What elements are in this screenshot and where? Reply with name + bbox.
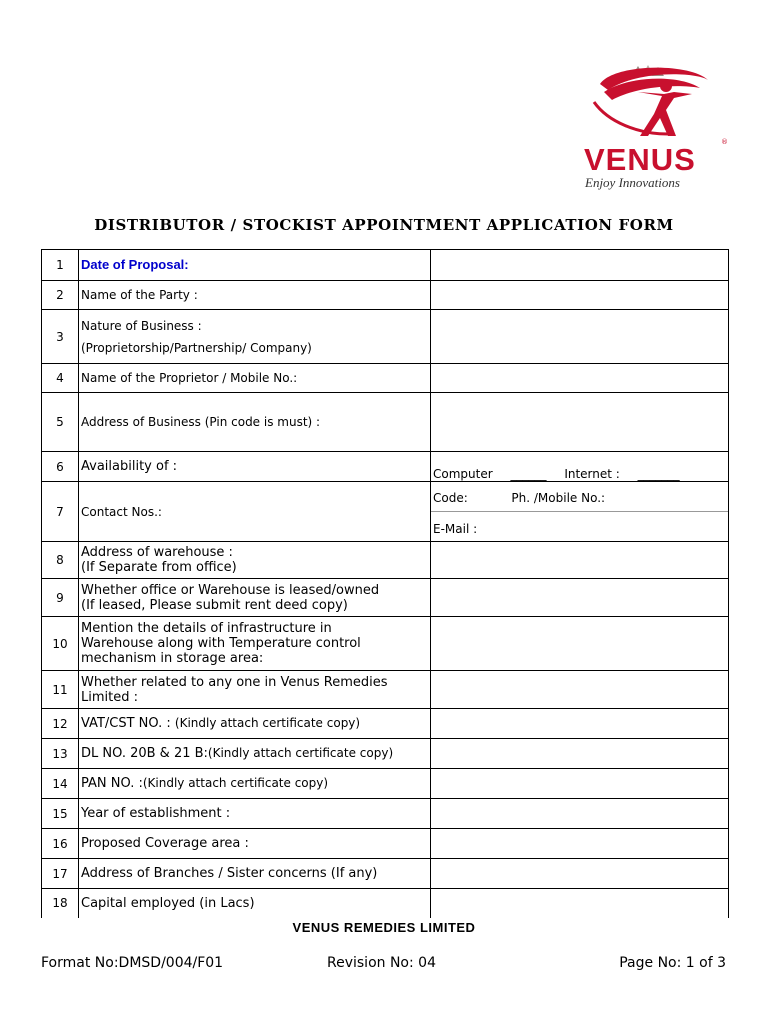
row-number: 13 — [42, 739, 79, 769]
row-label-line: Limited : — [81, 689, 138, 705]
row-label: Name of the Proprietor / Mobile No.: — [79, 364, 431, 393]
form-row — [42, 671, 729, 709]
nature-of-business-field[interactable] — [431, 310, 729, 364]
form-row — [42, 542, 729, 579]
row-number: 7 — [42, 482, 79, 542]
row-label-line: mechanism in storage area: — [81, 651, 264, 666]
row-label — [79, 769, 431, 799]
related-to-venus-field[interactable] — [431, 671, 729, 709]
row-label-line: Mention the details of infrastructure in — [81, 621, 332, 636]
row-label-line: Warehouse along with Temperature control — [81, 636, 361, 651]
row-number: 15 — [42, 799, 79, 829]
venus-emblem-icon — [578, 62, 738, 142]
vat-label: VAT/CST NO. : — [81, 716, 175, 731]
row-number: 10 — [42, 617, 79, 671]
row-number: 9 — [42, 579, 79, 617]
vat-cst-field[interactable] — [431, 709, 729, 739]
availability-field[interactable] — [431, 452, 729, 482]
internet-label: Internet : — [564, 466, 620, 481]
pan-number-field[interactable] — [431, 769, 729, 799]
form-row — [42, 364, 729, 393]
form-row — [42, 709, 729, 739]
row-label: Address of Business (Pin code is must) : — [79, 393, 431, 452]
email-label: E-Mail : — [433, 522, 478, 536]
row-number: 2 — [42, 281, 79, 310]
logo-registered-mark: ® — [721, 138, 728, 146]
row-number: 8 — [42, 542, 79, 579]
capital-employed-field[interactable] — [431, 889, 729, 918]
form-row — [42, 482, 729, 542]
form-row — [42, 452, 729, 482]
date-of-proposal-field[interactable] — [431, 250, 729, 281]
row-number: 1 — [42, 250, 79, 281]
row-label — [79, 310, 431, 364]
row-number: 5 — [42, 393, 79, 452]
warehouse-address-field[interactable] — [431, 542, 729, 579]
row-label-line: Whether office or Warehouse is leased/owned — [81, 582, 380, 598]
pan-label: PAN NO. : — [81, 776, 143, 791]
form-row — [42, 799, 729, 829]
attach-note: (Kindly attach certificate copy) — [207, 746, 394, 760]
row-number: 6 — [42, 452, 79, 482]
row-label-line: Whether related to any one in Venus Remedies — [81, 674, 388, 690]
code-label: Code: — [433, 491, 468, 505]
form-row — [42, 829, 729, 859]
row-label — [79, 617, 431, 671]
dl-label: DL NO. 20B & 21 B: — [81, 746, 208, 761]
leased-owned-field[interactable] — [431, 579, 729, 617]
form-row — [42, 769, 729, 799]
row-label: Proposed Coverage area : — [79, 829, 431, 859]
page-number: Page No: 1 of 3 — [619, 955, 726, 971]
contact-field — [431, 482, 729, 542]
row-label: Availability of : — [79, 452, 431, 482]
row-label-line: Address of warehouse : — [81, 545, 233, 560]
row-number: 17 — [42, 859, 79, 889]
year-established-field[interactable] — [431, 799, 729, 829]
application-form-table — [41, 249, 729, 918]
email-field[interactable] — [431, 512, 728, 541]
attach-note: (Kindly attach certificate copy) — [174, 716, 361, 730]
form-row — [42, 310, 729, 364]
logo-tagline: Enjoy Innovations — [585, 175, 680, 190]
row-number: 12 — [42, 709, 79, 739]
row-label: Year of establishment : — [79, 799, 431, 829]
row-label: Name of the Party : — [79, 281, 431, 310]
proprietor-name-field[interactable] — [431, 364, 729, 393]
row-number: 16 — [42, 829, 79, 859]
row-label — [79, 542, 431, 579]
row-label — [79, 250, 431, 281]
row-number: 3 — [42, 310, 79, 364]
form-row — [42, 281, 729, 310]
form-row — [42, 250, 729, 281]
revision-number: Revision No: 04 — [327, 955, 436, 971]
row-number: 14 — [42, 769, 79, 799]
form-row — [42, 889, 729, 918]
form-row — [42, 579, 729, 617]
row-number: 11 — [42, 671, 79, 709]
form-title: DISTRIBUTOR / STOCKIST APPOINTMENT APPLICATION FORM — [94, 216, 674, 234]
form-row — [42, 739, 729, 769]
attach-note: (Kindly attach certificate copy) — [142, 776, 329, 790]
computer-label: Computer — [433, 466, 493, 481]
row-number: 18 — [42, 889, 79, 918]
company-name: VENUS REMEDIES LIMITED — [292, 920, 476, 935]
row-label: Capital employed (in Lacs) — [79, 889, 431, 918]
row-label: Contact Nos.: — [79, 482, 431, 542]
mobile-label: Ph. /Mobile No.: — [511, 491, 606, 505]
row-label — [79, 739, 431, 769]
date-of-proposal-label: Date of Proposal: — [81, 257, 189, 272]
form-row — [42, 859, 729, 889]
business-address-field[interactable] — [431, 393, 729, 452]
format-number: Format No:DMSD/004/F01 — [41, 955, 224, 971]
form-row — [42, 617, 729, 671]
phone-field[interactable] — [431, 482, 728, 512]
row-label — [79, 709, 431, 739]
row-label-line: Nature of Business : — [81, 318, 202, 333]
party-name-field[interactable] — [431, 281, 729, 310]
row-label: Address of Branches / Sister concerns (If any) — [79, 859, 431, 889]
computer-blank[interactable]: ______ — [510, 466, 547, 481]
row-sublabel: (If Separate from office) — [81, 560, 237, 575]
branches-field[interactable] — [431, 859, 729, 889]
internet-blank[interactable]: _______ — [637, 466, 680, 481]
venus-logo — [578, 62, 738, 192]
coverage-area-field[interactable] — [431, 829, 729, 859]
dl-number-field[interactable] — [431, 739, 729, 769]
logo-brand-text: VENUS — [584, 142, 696, 177]
row-sublabel: (Proprietorship/Partnership/ Company) — [81, 340, 312, 355]
form-row — [42, 393, 729, 452]
infrastructure-field[interactable] — [431, 617, 729, 671]
row-label — [79, 579, 431, 617]
row-number: 4 — [42, 364, 79, 393]
row-sublabel: (If leased, Please submit rent deed copy) — [81, 597, 348, 613]
row-label — [79, 671, 431, 709]
